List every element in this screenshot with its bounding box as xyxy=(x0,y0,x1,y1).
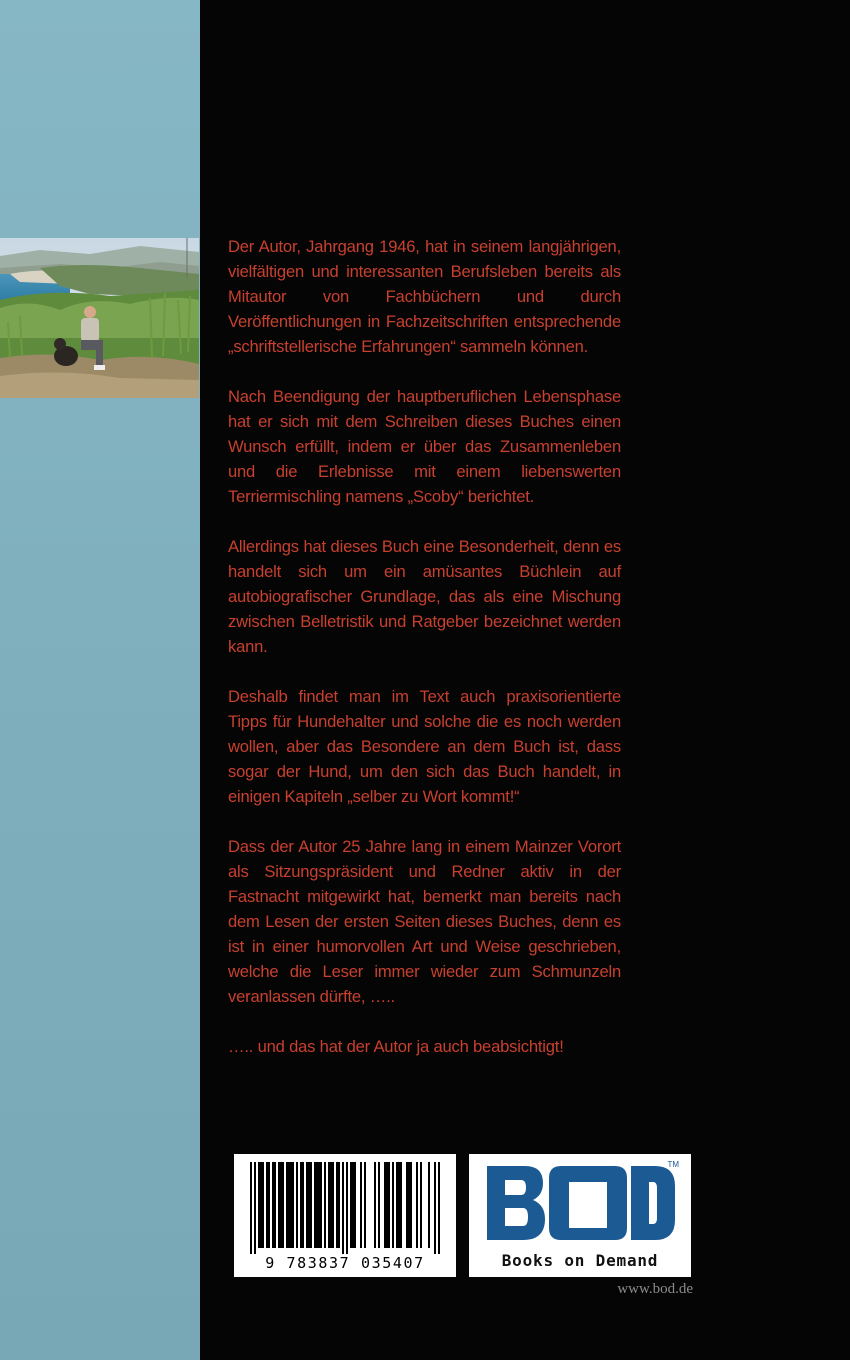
barcode-bar xyxy=(300,1162,302,1248)
barcode-bar xyxy=(318,1162,320,1248)
barcode-bar xyxy=(410,1162,412,1248)
barcode-bar xyxy=(392,1162,394,1248)
isbn-number: 9 783837 035407 xyxy=(265,1254,425,1272)
publisher-logo xyxy=(469,1154,691,1277)
barcode-bar xyxy=(254,1162,256,1254)
barcode-bar xyxy=(336,1162,338,1248)
barcode-bar xyxy=(286,1162,288,1248)
barcode-bar xyxy=(384,1162,386,1248)
barcode-bar xyxy=(282,1162,284,1248)
publisher-tagline: Books on Demand xyxy=(501,1251,659,1270)
bod-logo-mark xyxy=(483,1162,677,1244)
publisher-website: www.bod.de xyxy=(617,1281,693,1297)
blurb-paragraph-5: Dass der Autor 25 Jahre lang in einem Mainzer Vorort als Sitzungspräsident und Redner aktiv in der Fastnacht mitgewirkt hat, bemerkt man bereits nach dem Lesen der ersten Seiten dieses Buches, denn es ist in einer humorvollen Art und Weise geschrieben, welche die Leser immer wieder zum Schmunzeln veranlassen dürfte, ….. xyxy=(228,837,621,1006)
barcode-bar xyxy=(346,1162,348,1254)
barcode-bar xyxy=(308,1162,310,1248)
barcode-bar xyxy=(324,1162,326,1248)
barcode-bar xyxy=(268,1162,270,1248)
barcode-bar xyxy=(408,1162,410,1248)
barcode-bar xyxy=(398,1162,400,1248)
isbn-barcode xyxy=(234,1154,456,1277)
barcode-bar xyxy=(364,1162,366,1248)
barcode-bar xyxy=(302,1162,304,1248)
barcode-bar xyxy=(288,1162,290,1248)
barcode-bar xyxy=(332,1162,334,1248)
barcode-bar xyxy=(434,1162,436,1254)
blurb-paragraph-2: Nach Beendigung der hauptberuflichen Lebensphase hat er sich mit dem Schreiben dieses Buches einen Wunsch erfüllt, indem er über das Zusammenleben und die Erlebnisse mit einem liebenswerten Terriermischling namens „Scoby“ berichtet. xyxy=(228,387,621,506)
barcode-bar xyxy=(338,1162,340,1248)
blurb-paragraph-1: Der Autor, Jahrgang 1946, hat in seinem langjährigen, vielfältigen und interessanten Berufsleben bereits als Mitautor von Fachbüchern und durch Veröffentlichungen in Fachzeitschriften entsprechende „schriftstellerische Erfahrungen“ sammeln können. xyxy=(228,237,621,356)
barcode-bar xyxy=(438,1162,440,1254)
barcode-bar xyxy=(386,1162,388,1248)
barcode-bar xyxy=(274,1162,276,1248)
blurb-paragraph-3: Allerdings hat dieses Buch eine Besonderheit, denn es handelt sich um ein amüsantes Büchlein auf autobiografischer Grundlage, das als eine Mischung zwischen Belletristik und Ratgeber bezeichnet werden kann. xyxy=(228,537,621,656)
barcode-bar xyxy=(258,1162,260,1248)
barcode-bar xyxy=(406,1162,408,1248)
author-photo xyxy=(0,238,199,398)
barcode-bar xyxy=(250,1162,252,1254)
barcode-bar xyxy=(352,1162,354,1248)
barcode-bar xyxy=(260,1162,262,1248)
author-blurb xyxy=(228,234,621,1084)
barcode-bar xyxy=(396,1162,398,1248)
barcode-bar xyxy=(328,1162,330,1248)
barcode-bar xyxy=(420,1162,422,1248)
teal-side-strip xyxy=(0,0,200,1360)
barcode-bar xyxy=(378,1162,380,1248)
barcode-bar xyxy=(350,1162,352,1248)
barcode-bars xyxy=(234,1154,456,1254)
barcode-bar xyxy=(330,1162,332,1248)
barcode-bar xyxy=(290,1162,292,1248)
barcode-bar xyxy=(278,1162,280,1248)
barcode-bar xyxy=(416,1162,418,1248)
blurb-paragraph-6: ….. und das hat der Autor ja auch beabsichtigt! xyxy=(228,1037,564,1056)
barcode-bar xyxy=(296,1162,298,1248)
barcode-bar xyxy=(374,1162,376,1248)
barcode-bar xyxy=(314,1162,316,1248)
barcode-bar xyxy=(266,1162,268,1248)
barcode-bar xyxy=(354,1162,356,1248)
barcode-bar xyxy=(316,1162,318,1248)
barcode-bar xyxy=(262,1162,264,1248)
barcode-bar xyxy=(272,1162,274,1248)
barcode-bar xyxy=(428,1162,430,1248)
barcode-bar xyxy=(360,1162,362,1248)
barcode-bar xyxy=(280,1162,282,1248)
barcode-bar xyxy=(310,1162,312,1248)
barcode-bar xyxy=(388,1162,390,1248)
barcode-bar xyxy=(400,1162,402,1248)
barcode-bar xyxy=(320,1162,322,1248)
barcode-bar xyxy=(292,1162,294,1248)
blurb-paragraph-4: Deshalb findet man im Text auch praxisorientierte Tipps für Hundehalter und solche die es noch werden wollen, aber das Besondere an dem Buch ist, dass sogar der Hund, um den sich das Buch handelt, in einigen Kapiteln „selber zu Wort kommt!“ xyxy=(228,687,621,806)
barcode-bar xyxy=(306,1162,308,1248)
trademark-mark: TM xyxy=(667,1160,679,1169)
barcode-bar xyxy=(342,1162,344,1254)
